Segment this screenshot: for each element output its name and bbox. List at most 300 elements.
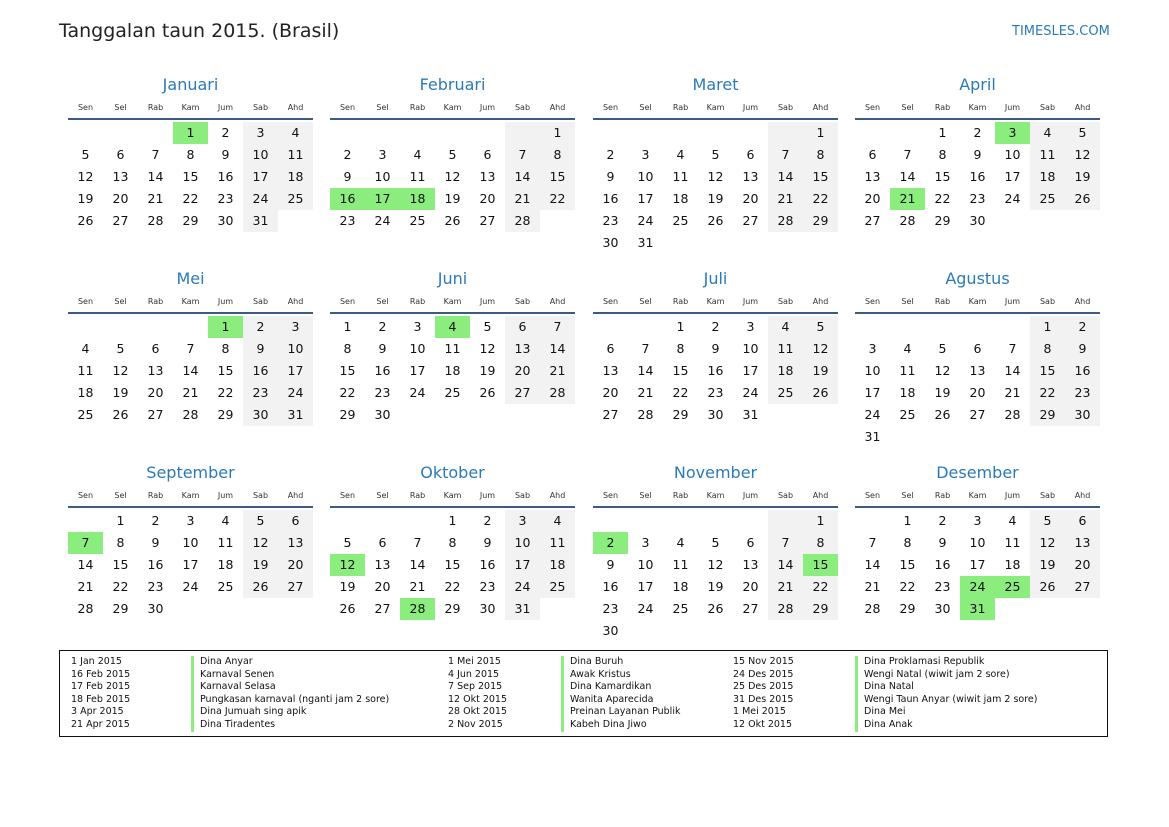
weekday-label: Sel <box>639 491 652 500</box>
day-cell: 12 <box>444 169 461 184</box>
day-cell: 12 <box>112 363 129 378</box>
holiday-day-cell: 17 <box>365 188 400 210</box>
day-cell: 11 <box>540 532 575 554</box>
day-cell: 5 <box>711 535 720 550</box>
day-cell: 30 <box>374 407 391 422</box>
day-cell: 5 <box>81 147 90 162</box>
day-cell: 23 <box>602 213 619 228</box>
day-cell: 27 <box>374 601 391 616</box>
weekday-label: Kam <box>968 491 987 500</box>
day-cell: 30 <box>707 407 724 422</box>
day-cell: 22 <box>899 579 916 594</box>
holiday-date: 2 Nov 2015 <box>448 719 503 730</box>
weekday-label: Jum <box>479 491 496 500</box>
page-title: Tanggalan taun 2015. (Brasil) <box>59 20 340 42</box>
day-cell: 5 <box>243 510 278 532</box>
day-cell: 27 <box>147 407 164 422</box>
day-cell: 22 <box>339 385 356 400</box>
day-cell: 3 <box>378 147 387 162</box>
empty-cell <box>68 122 103 144</box>
holiday-day-cell: 16 <box>330 188 365 210</box>
day-cell: 26 <box>339 601 356 616</box>
day-grid <box>330 316 575 426</box>
day-cell: 13 <box>864 169 881 184</box>
day-cell: 14 <box>540 338 575 360</box>
day-cell: 3 <box>641 535 650 550</box>
day-cell: 28 <box>147 213 164 228</box>
day-cell: 2 <box>343 147 352 162</box>
day-cell: 24 <box>374 213 391 228</box>
weekday-label: Sen <box>602 297 619 306</box>
holiday-day-cell: 28 <box>400 598 435 620</box>
weekday-label: Sel <box>376 297 389 306</box>
day-cell: 19 <box>243 554 278 576</box>
weekday-label: Sen <box>864 491 881 500</box>
day-cell: 23 <box>147 579 164 594</box>
day-cell: 21 <box>182 385 199 400</box>
empty-cell <box>890 316 925 338</box>
empty-cell <box>925 316 960 338</box>
day-cell: 6 <box>278 510 313 532</box>
holiday-day-cell: 24 <box>960 576 995 598</box>
month-juni <box>330 266 575 426</box>
day-cell: 1 <box>803 122 838 144</box>
day-cell: 25 <box>899 407 916 422</box>
day-cell: 22 <box>1030 382 1065 404</box>
holiday-name: Dina Jumuah sing apik <box>191 706 306 719</box>
month-name: Maret <box>692 75 739 94</box>
day-cell: 6 <box>1065 510 1100 532</box>
day-cell: 4 <box>81 341 90 356</box>
day-cell: 28 <box>505 210 540 232</box>
day-cell: 10 <box>505 532 540 554</box>
day-cell: 22 <box>182 191 199 206</box>
day-cell: 3 <box>505 510 540 532</box>
day-cell: 1 <box>803 510 838 532</box>
weekday-header <box>68 296 313 314</box>
day-cell: 8 <box>803 144 838 166</box>
day-cell: 15 <box>444 557 461 572</box>
day-grid <box>593 122 838 254</box>
day-cell: 8 <box>448 535 457 550</box>
day-cell: 23 <box>374 385 391 400</box>
day-cell: 30 <box>1065 404 1100 426</box>
day-cell: 23 <box>969 191 986 206</box>
month-name: Februari <box>419 75 486 94</box>
holiday-name: Wanita Aparecida <box>561 694 653 707</box>
day-cell: 16 <box>707 363 724 378</box>
empty-cell <box>68 510 103 532</box>
day-cell: 18 <box>672 191 689 206</box>
day-cell: 30 <box>479 601 496 616</box>
day-cell: 28 <box>1004 407 1021 422</box>
holiday-date: 15 Nov 2015 <box>733 656 794 667</box>
weekday-label: Jum <box>217 297 234 306</box>
weekday-label: Jum <box>742 103 759 112</box>
day-cell: 24 <box>637 213 654 228</box>
weekday-label: Rab <box>147 297 164 306</box>
day-cell: 16 <box>479 557 496 572</box>
day-cell: 29 <box>934 213 951 228</box>
day-cell: 16 <box>1065 360 1100 382</box>
day-cell: 26 <box>934 407 951 422</box>
day-cell: 2 <box>221 125 230 140</box>
weekday-label: Sab <box>514 297 531 306</box>
day-cell: 13 <box>479 169 496 184</box>
holiday-day-cell: 12 <box>330 554 365 576</box>
weekday-header <box>593 102 838 120</box>
holiday-name: Karnaval Selasa <box>191 681 276 694</box>
day-cell: 3 <box>413 319 422 334</box>
day-cell: 10 <box>864 363 881 378</box>
day-cell: 3 <box>868 341 877 356</box>
day-cell: 26 <box>1030 576 1065 598</box>
day-cell: 17 <box>243 166 278 188</box>
day-cell: 9 <box>606 557 615 572</box>
empty-cell <box>995 316 1030 338</box>
weekday-label: Sen <box>77 103 94 112</box>
weekday-header <box>593 296 838 314</box>
weekday-label: Sel <box>901 491 914 500</box>
weekday-label: Kam <box>181 491 200 500</box>
day-cell: 11 <box>1030 144 1065 166</box>
month-name: Juni <box>437 269 468 288</box>
day-cell: 19 <box>934 385 951 400</box>
holiday-day-cell: 2 <box>593 532 628 554</box>
holiday-day-cell: 3 <box>995 122 1030 144</box>
day-cell: 23 <box>243 382 278 404</box>
weekday-label: Sen <box>339 103 356 112</box>
day-cell: 25 <box>540 576 575 598</box>
day-cell: 29 <box>803 598 838 620</box>
day-cell: 23 <box>1065 382 1100 404</box>
day-cell: 27 <box>479 213 496 228</box>
day-cell: 2 <box>378 319 387 334</box>
holiday-name: Dina Anyar <box>191 656 253 669</box>
day-cell: 9 <box>378 341 387 356</box>
day-cell: 6 <box>151 341 160 356</box>
day-cell: 24 <box>278 382 313 404</box>
day-cell: 8 <box>116 535 125 550</box>
month-name: Desember <box>936 463 1019 482</box>
day-cell: 28 <box>768 598 803 620</box>
month-januari <box>68 72 313 232</box>
empty-cell <box>593 510 628 532</box>
day-cell: 13 <box>969 363 986 378</box>
day-cell: 3 <box>746 319 755 334</box>
day-cell: 7 <box>186 341 195 356</box>
weekday-label: Ahd <box>1074 103 1091 112</box>
day-cell: 26 <box>803 382 838 404</box>
day-cell: 4 <box>903 341 912 356</box>
day-cell: 13 <box>112 169 129 184</box>
day-cell: 8 <box>1030 338 1065 360</box>
day-cell: 10 <box>409 341 426 356</box>
empty-cell <box>365 510 400 532</box>
day-cell: 13 <box>374 557 391 572</box>
empty-cell <box>960 316 995 338</box>
day-cell: 15 <box>540 166 575 188</box>
day-cell: 8 <box>540 144 575 166</box>
day-cell: 21 <box>147 191 164 206</box>
day-cell: 25 <box>278 188 313 210</box>
holiday-date: 31 Des 2015 <box>733 693 794 705</box>
weekday-label: Jum <box>217 103 234 112</box>
holiday-name: Awak Kristus <box>561 669 631 682</box>
day-cell: 4 <box>676 535 685 550</box>
month-name: Agustus <box>945 269 1010 288</box>
day-cell: 15 <box>934 169 951 184</box>
day-cell: 18 <box>768 360 803 382</box>
weekday-label: Rab <box>409 103 426 112</box>
day-cell: 11 <box>672 169 689 184</box>
day-cell: 14 <box>637 363 654 378</box>
day-cell: 24 <box>505 576 540 598</box>
day-cell: 26 <box>77 213 94 228</box>
day-cell: 24 <box>409 385 426 400</box>
weekday-label: Rab <box>147 103 164 112</box>
day-cell: 26 <box>112 407 129 422</box>
day-cell: 28 <box>864 601 881 616</box>
weekday-label: Sel <box>114 491 127 500</box>
day-cell: 19 <box>444 191 461 206</box>
day-cell: 11 <box>444 341 461 356</box>
day-cell: 17 <box>969 557 986 572</box>
weekday-label: Jum <box>1004 103 1021 112</box>
day-cell: 6 <box>378 535 387 550</box>
day-cell: 15 <box>182 169 199 184</box>
day-cell: 10 <box>742 341 759 356</box>
day-cell: 12 <box>707 557 724 572</box>
day-cell: 18 <box>444 363 461 378</box>
day-cell: 4 <box>768 316 803 338</box>
day-cell: 16 <box>602 191 619 206</box>
empty-cell <box>768 122 803 144</box>
day-cell: 6 <box>483 147 492 162</box>
day-cell: 15 <box>672 363 689 378</box>
day-cell: 19 <box>707 579 724 594</box>
day-cell: 18 <box>1004 557 1021 572</box>
weekday-label: Ahd <box>549 491 566 500</box>
weekday-label: Sel <box>901 297 914 306</box>
day-cell: 4 <box>278 122 313 144</box>
day-cell: 19 <box>479 363 496 378</box>
weekday-label: Sel <box>114 103 127 112</box>
day-cell: 15 <box>217 363 234 378</box>
day-cell: 14 <box>505 166 540 188</box>
weekday-label: Kam <box>443 297 462 306</box>
day-cell: 23 <box>934 579 951 594</box>
weekday-label: Rab <box>672 491 689 500</box>
holiday-name: Pungkasan karnaval (nganti jam 2 sore) <box>191 694 389 707</box>
weekday-label: Kam <box>706 103 725 112</box>
day-grid <box>855 316 1100 448</box>
weekday-label: Sen <box>339 297 356 306</box>
site-link[interactable]: TIMESLES.COM <box>1012 24 1110 39</box>
day-grid <box>330 510 575 620</box>
holiday-day-cell: 21 <box>890 188 925 210</box>
day-grid <box>68 316 313 426</box>
day-cell: 28 <box>637 407 654 422</box>
holiday-name: Dina Anak <box>855 719 913 732</box>
day-cell: 28 <box>768 210 803 232</box>
holiday-date: 24 Des 2015 <box>733 668 794 680</box>
empty-cell <box>435 122 470 144</box>
day-cell: 15 <box>1030 360 1065 382</box>
day-cell: 1 <box>448 513 457 528</box>
day-cell: 20 <box>969 385 986 400</box>
day-cell: 23 <box>479 579 496 594</box>
month-name: November <box>673 463 758 482</box>
day-cell: 5 <box>1065 122 1100 144</box>
day-cell: 20 <box>864 191 881 206</box>
month-mei <box>68 266 313 426</box>
day-grid <box>593 510 838 642</box>
day-cell: 21 <box>637 385 654 400</box>
empty-cell <box>698 510 733 532</box>
day-cell: 25 <box>217 579 234 594</box>
weekday-label: Rab <box>409 297 426 306</box>
day-cell: 9 <box>938 535 947 550</box>
day-cell: 10 <box>278 338 313 360</box>
empty-cell <box>663 510 698 532</box>
day-cell: 10 <box>637 557 654 572</box>
weekday-label: Rab <box>672 103 689 112</box>
weekday-label: Kam <box>968 297 987 306</box>
day-cell: 25 <box>409 213 426 228</box>
day-cell: 29 <box>112 601 129 616</box>
weekday-header <box>330 102 575 120</box>
day-cell: 1 <box>343 319 352 334</box>
day-cell: 30 <box>602 623 619 638</box>
day-cell: 7 <box>868 535 877 550</box>
empty-cell <box>593 316 628 338</box>
day-cell: 13 <box>505 338 540 360</box>
day-cell: 8 <box>343 341 352 356</box>
empty-cell <box>768 510 803 532</box>
day-cell: 26 <box>707 213 724 228</box>
day-cell: 24 <box>637 601 654 616</box>
day-cell: 12 <box>1065 144 1100 166</box>
day-cell: 19 <box>1030 554 1065 576</box>
empty-cell <box>103 122 138 144</box>
holiday-date: 17 Feb 2015 <box>71 681 131 693</box>
day-cell: 30 <box>217 213 234 228</box>
weekday-label: Sen <box>602 103 619 112</box>
weekday-header <box>330 490 575 508</box>
day-cell: 30 <box>243 404 278 426</box>
holiday-name: Dina Proklamasi Republik <box>855 656 984 669</box>
day-cell: 25 <box>444 385 461 400</box>
weekday-header <box>855 102 1100 120</box>
empty-cell <box>68 316 103 338</box>
day-cell: 8 <box>903 535 912 550</box>
weekday-label: Kam <box>443 491 462 500</box>
day-cell: 7 <box>903 147 912 162</box>
weekday-label: Sab <box>777 491 794 500</box>
holiday-date: 1 Mei 2015 <box>448 656 501 667</box>
empty-cell <box>698 122 733 144</box>
holiday-name: Karnaval Senen <box>191 669 274 682</box>
day-cell: 26 <box>707 601 724 616</box>
day-cell: 14 <box>864 557 881 572</box>
day-cell: 17 <box>278 360 313 382</box>
day-cell: 15 <box>899 557 916 572</box>
holiday-day-cell: 25 <box>995 576 1030 598</box>
day-cell: 16 <box>969 169 986 184</box>
day-cell: 26 <box>479 385 496 400</box>
day-cell: 27 <box>278 576 313 598</box>
weekday-label: Ahd <box>287 491 304 500</box>
day-cell: 13 <box>742 169 759 184</box>
day-cell: 17 <box>182 557 199 572</box>
empty-cell <box>628 122 663 144</box>
weekday-label: Sen <box>77 297 94 306</box>
day-cell: 29 <box>339 407 356 422</box>
day-cell: 21 <box>409 579 426 594</box>
day-cell: 18 <box>278 166 313 188</box>
day-cell: 15 <box>339 363 356 378</box>
day-cell: 8 <box>221 341 230 356</box>
day-cell: 29 <box>899 601 916 616</box>
day-cell: 5 <box>483 319 492 334</box>
holiday-date: 1 Mei 2015 <box>733 706 786 718</box>
day-cell: 8 <box>938 147 947 162</box>
day-cell: 11 <box>409 169 426 184</box>
day-cell: 24 <box>864 407 881 422</box>
day-cell: 21 <box>768 188 803 210</box>
month-april <box>855 72 1100 232</box>
holiday-date: 12 Okt 2015 <box>448 693 508 705</box>
weekday-label: Ahd <box>549 103 566 112</box>
day-cell: 21 <box>505 188 540 210</box>
day-cell: 12 <box>803 338 838 360</box>
day-cell: 5 <box>448 147 457 162</box>
day-cell: 25 <box>672 601 689 616</box>
weekday-header <box>68 102 313 120</box>
day-cell: 2 <box>243 316 278 338</box>
day-cell: 9 <box>243 338 278 360</box>
day-cell: 7 <box>413 535 422 550</box>
holiday-date: 21 Apr 2015 <box>71 719 130 730</box>
day-cell: 27 <box>969 407 986 422</box>
weekday-label: Sab <box>514 103 531 112</box>
day-cell: 20 <box>278 554 313 576</box>
day-cell: 22 <box>934 191 951 206</box>
day-cell: 27 <box>112 213 129 228</box>
day-cell: 31 <box>505 598 540 620</box>
day-cell: 28 <box>540 382 575 404</box>
day-cell: 5 <box>343 535 352 550</box>
weekday-label: Sab <box>252 103 269 112</box>
day-cell: 17 <box>864 385 881 400</box>
day-cell: 2 <box>973 125 982 140</box>
day-cell: 17 <box>637 191 654 206</box>
day-cell: 30 <box>969 213 986 228</box>
day-cell: 6 <box>606 341 615 356</box>
weekday-label: Jum <box>1004 491 1021 500</box>
weekday-label: Rab <box>147 491 164 500</box>
day-cell: 1 <box>903 513 912 528</box>
day-cell: 23 <box>602 601 619 616</box>
holiday-day-cell: 4 <box>435 316 470 338</box>
day-cell: 7 <box>768 532 803 554</box>
day-cell: 14 <box>182 363 199 378</box>
empty-cell <box>138 316 173 338</box>
weekday-label: Ahd <box>287 297 304 306</box>
month-juli <box>593 266 838 426</box>
day-cell: 20 <box>112 191 129 206</box>
